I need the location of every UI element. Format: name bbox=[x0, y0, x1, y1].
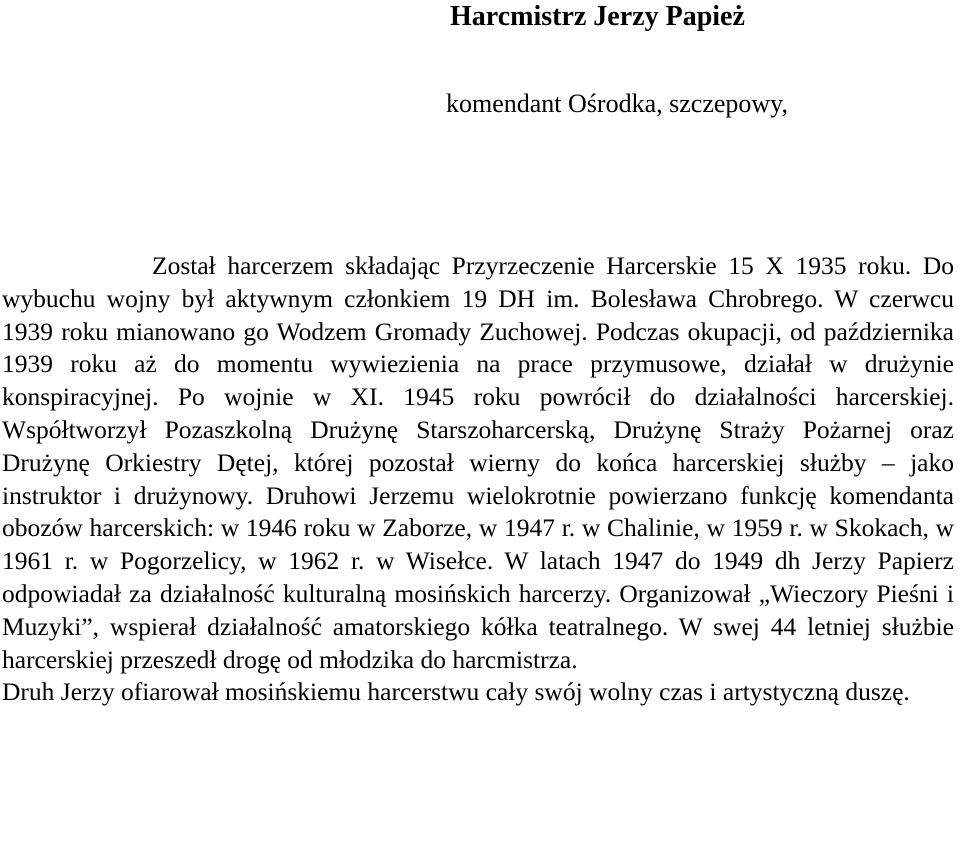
document-title: Harcmistrz Jerzy Papież bbox=[450, 1, 745, 32]
document-subtitle: komendant Ośrodka, szczepowy, bbox=[446, 89, 788, 118]
biography-paragraph: Został harcerzem składając Przyrzeczenie Harcerskie 15 X 1935 roku. Do wybuchu wojny był aktywnym członkiem 19 DH im. Bolesława Chrobrego. W czerwcu 1939 roku mianowano go Wodzem Gromady Zuchowej. Podczas okupacji, od października 1939 roku aż do momentu wywiezienia na prace przymusowe, działał w drużynie konspiracyjnej. Po wojnie w XI. 1945 roku powrócił do działalności harcerskiej. Współtworzył Pozaszkolną Drużynę Starszoharcerską, Drużynę Straży Pożarnej oraz Drużynę Orkiestry Dętej, której pozostał wierny do końca harcerskiej służby – jako instruktor i drużynowy. Druhowi Jerzemu wielokrotnie powierzano funkcję komendanta obozów harcerskich: w 1946 roku w Zaborze, w 1947 r. w Chalinie, w 1959 r. w Skokach, w 1961 r. w Pogorzelicy, w 1962 r. w Wisełce. W latach 1947 do 1949 dh Jerzy Papierz odpowiadał za działalność kulturalną mosińskich harcerzy. Organizował „Wieczory Pieśni i Muzyki”, wspierał działalność amatorskiego kółka teatralnego. W swej 44 letniej służbie harcerskiej przeszedł drogę od młodzika do harcmistrza. bbox=[2, 251, 954, 674]
document-body bbox=[2, 250, 954, 709]
closing-paragraph: Druh Jerzy ofiarował mosińskiemu harcerstwu cały swój wolny czas i artystyczną duszę. bbox=[2, 677, 910, 707]
